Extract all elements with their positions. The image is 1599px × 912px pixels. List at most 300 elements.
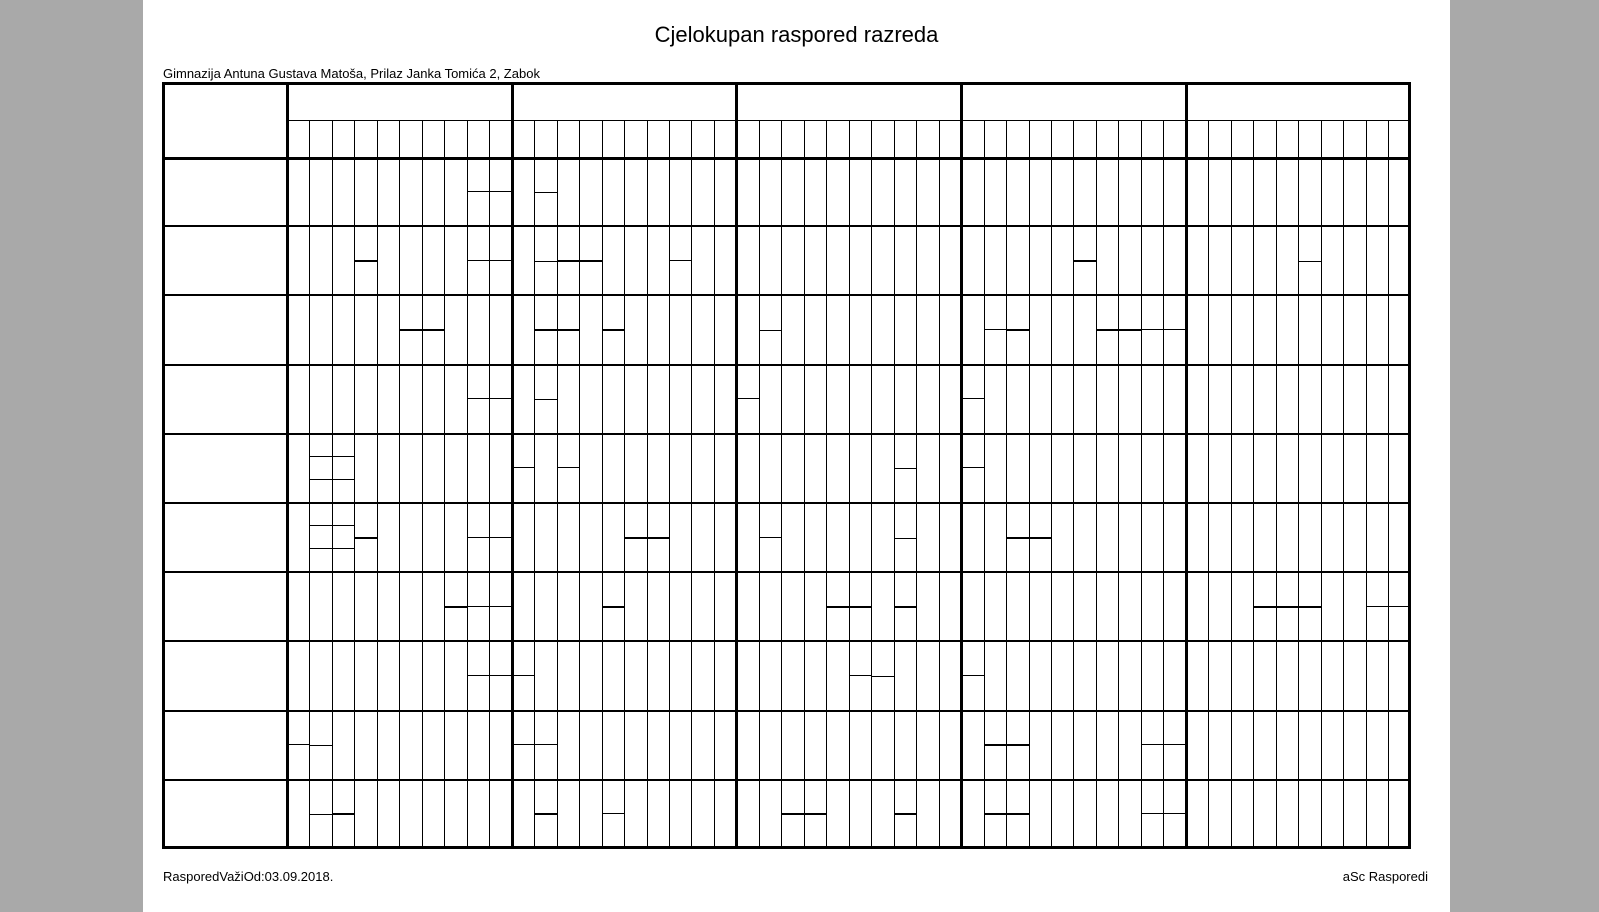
period-header [691, 120, 713, 157]
lesson-cell [423, 157, 444, 226]
lesson-cell [1299, 780, 1320, 849]
period-header [1096, 120, 1118, 157]
period-header [894, 120, 916, 157]
lesson-cell [378, 503, 422, 572]
period-header [377, 120, 399, 157]
lesson-cell [1322, 503, 1366, 572]
lesson-cell [1119, 780, 1140, 849]
lesson-cell [1254, 295, 1298, 364]
lesson-cell [1097, 330, 1141, 365]
lesson-cell [603, 607, 624, 642]
lesson-cell [805, 711, 826, 780]
period-header [781, 120, 803, 157]
lesson-cell [535, 814, 556, 849]
lesson-cell [670, 711, 691, 780]
lesson-cell [625, 641, 669, 710]
day-header [736, 82, 961, 120]
lesson-cell [872, 676, 893, 711]
lesson-cell [1052, 434, 1073, 503]
lesson-cell [603, 503, 624, 572]
lesson-cell [872, 295, 916, 364]
lesson-cell [310, 503, 354, 526]
lesson-cell [1030, 538, 1051, 573]
lesson-cell [625, 157, 669, 226]
lesson-cell [513, 711, 534, 746]
period-header [1366, 120, 1388, 157]
lesson-cell [1074, 780, 1095, 849]
lesson-cell [468, 641, 512, 676]
period-column-line [714, 120, 715, 849]
lesson-cell [872, 780, 893, 849]
lesson-cell [355, 365, 376, 434]
lesson-cell [558, 434, 579, 503]
lesson-cell [1209, 365, 1230, 434]
lesson-cell [603, 711, 624, 780]
lesson-cell [805, 503, 826, 572]
lesson-cell [1030, 572, 1051, 641]
lesson-cell [423, 780, 467, 849]
period-header [759, 120, 781, 157]
lesson-cell [310, 480, 354, 503]
lesson-cell [603, 641, 624, 710]
class-label [162, 365, 287, 434]
period-header [916, 120, 938, 157]
lesson-cell [760, 711, 781, 780]
lesson-cell [603, 434, 624, 503]
lesson-cell [1030, 434, 1051, 503]
lesson-cell [423, 572, 444, 641]
lesson-cell [400, 295, 444, 330]
lesson-cell [1322, 365, 1366, 434]
lesson-cell [445, 434, 466, 503]
period-header [1051, 120, 1073, 157]
lesson-cell [310, 641, 331, 710]
lesson-cell [468, 503, 512, 538]
lesson-cell [872, 572, 893, 641]
lesson-cell [1299, 295, 1320, 364]
lesson-cell [782, 295, 803, 364]
period-header [489, 120, 511, 157]
period-header [1163, 120, 1185, 157]
lesson-cell [580, 711, 601, 780]
lesson-cell [558, 641, 602, 710]
lesson-cell [760, 780, 781, 849]
lesson-cell [648, 434, 669, 503]
lesson-cell [355, 226, 376, 261]
lesson-cell [445, 607, 466, 642]
lesson-cell [670, 503, 691, 572]
lesson-cell [805, 434, 826, 503]
lesson-cell [355, 503, 376, 538]
lesson-cell [1277, 503, 1298, 572]
period-header [1231, 120, 1253, 157]
lesson-cell [1254, 711, 1275, 780]
lesson-cell [310, 745, 331, 780]
lesson-cell [1097, 711, 1141, 780]
lesson-cell [782, 780, 826, 815]
timetable-page [143, 0, 1450, 912]
lesson-cell [985, 814, 1029, 849]
lesson-cell [1052, 572, 1096, 641]
period-header [1208, 120, 1230, 157]
lesson-cell [423, 641, 444, 710]
lesson-cell [850, 434, 894, 503]
lesson-cell [1119, 434, 1140, 503]
timetable-grid [162, 82, 1434, 869]
lesson-cell [1209, 295, 1253, 364]
lesson-cell [445, 295, 466, 364]
lesson-cell [310, 572, 331, 641]
lesson-cell [558, 226, 602, 261]
lesson-cell [625, 503, 669, 538]
lesson-cell [1254, 503, 1275, 572]
lesson-cell [1209, 572, 1230, 641]
lesson-cell [760, 157, 804, 226]
lesson-cell [782, 641, 803, 710]
day-header [1186, 82, 1411, 120]
lesson-cell [985, 157, 1006, 226]
lesson-cell [1007, 434, 1028, 503]
lesson-cell [400, 226, 421, 295]
lesson-cell [872, 503, 893, 572]
lesson-cell [827, 572, 871, 607]
lesson-cell [603, 330, 624, 365]
lesson-cell [895, 572, 916, 607]
lesson-cell [1074, 365, 1118, 434]
lesson-cell [827, 780, 848, 849]
lesson-cell [378, 572, 399, 641]
lesson-cell [603, 365, 647, 434]
lesson-cell [1232, 503, 1253, 572]
lesson-cell [1232, 780, 1253, 849]
lesson-cell [558, 711, 579, 780]
lesson-cell [1254, 226, 1298, 295]
lesson-cell [670, 157, 691, 226]
period-header [961, 120, 983, 157]
page-title: Cjelokupan raspored razreda [654, 22, 939, 47]
lesson-cell [535, 503, 556, 572]
lesson-cell [378, 295, 399, 364]
period-column-line [1388, 120, 1389, 849]
lesson-cell [962, 434, 983, 469]
period-header [467, 120, 489, 157]
lesson-cell [1209, 226, 1253, 295]
brand-footer: aSc Rasporedi [1342, 869, 1428, 884]
lesson-cell [1344, 780, 1365, 849]
lesson-cell [535, 711, 556, 746]
period-header [1276, 120, 1298, 157]
lesson-cell [872, 711, 893, 780]
lesson-cell [1074, 261, 1095, 296]
lesson-cell [625, 434, 646, 503]
lesson-cell [558, 503, 579, 572]
day-column-line [735, 82, 738, 849]
lesson-cell [1142, 295, 1163, 330]
period-header [804, 120, 826, 157]
lesson-cell [985, 226, 1029, 295]
lesson-cell [355, 572, 376, 641]
lesson-cell [1277, 572, 1321, 607]
lesson-cell [1007, 641, 1028, 710]
lesson-cell [1097, 434, 1118, 503]
lesson-cell [355, 157, 399, 226]
lesson-cell [895, 538, 916, 573]
class-label [162, 226, 287, 295]
lesson-cell [1052, 711, 1073, 780]
lesson-cell [985, 745, 1029, 780]
lesson-cell [513, 641, 534, 676]
lesson-cell [1254, 434, 1275, 503]
lesson-cell [400, 157, 421, 226]
lesson-cell [1097, 157, 1141, 226]
lesson-cell [1344, 434, 1365, 503]
lesson-cell [378, 365, 399, 434]
lesson-cell [1052, 503, 1073, 572]
lesson-cell [1007, 572, 1028, 641]
lesson-cell [782, 572, 803, 641]
lesson-cell [1074, 503, 1095, 572]
lesson-cell [603, 572, 624, 607]
period-header [1321, 120, 1343, 157]
lesson-cell [1007, 538, 1028, 573]
lesson-cell [760, 503, 781, 538]
lesson-cell [1007, 503, 1028, 538]
lesson-cell [1209, 711, 1230, 780]
period-column-line [1366, 120, 1367, 849]
class-label [162, 295, 287, 364]
lesson-cell [760, 434, 804, 503]
period-header [444, 120, 466, 157]
period-header [984, 120, 1006, 157]
lesson-cell [1052, 641, 1096, 710]
lesson-cell [985, 572, 1006, 641]
lesson-cell [310, 549, 354, 572]
period-header [849, 120, 871, 157]
lesson-cell [1097, 780, 1118, 849]
period-header [512, 120, 534, 157]
lesson-cell [1277, 157, 1298, 226]
lesson-cell [355, 434, 399, 503]
lesson-cell [1209, 157, 1253, 226]
lesson-cell [1007, 330, 1028, 365]
lesson-cell [1030, 711, 1051, 780]
lesson-cell [1209, 780, 1230, 849]
lesson-cell [378, 641, 399, 710]
lesson-cell [805, 641, 826, 710]
period-header [287, 120, 309, 157]
lesson-cell [513, 434, 534, 469]
day-header [512, 82, 737, 120]
lesson-cell [423, 503, 467, 572]
period-header [1298, 120, 1320, 157]
period-header [714, 120, 736, 157]
lesson-cell [1142, 780, 1186, 815]
lesson-cell [558, 780, 579, 849]
lesson-cell [1097, 295, 1141, 330]
lesson-cell [1052, 157, 1096, 226]
lesson-cell [850, 503, 871, 572]
lesson-cell [648, 711, 669, 780]
class-label [162, 641, 287, 710]
lesson-cell [1119, 503, 1140, 572]
period-header [1186, 120, 1208, 157]
period-header [309, 120, 331, 157]
period-column-line [691, 120, 692, 849]
lesson-cell [850, 157, 894, 226]
lesson-cell [985, 780, 1029, 815]
lesson-cell [1232, 365, 1276, 434]
lesson-cell [827, 503, 848, 572]
lesson-cell [355, 261, 376, 296]
lesson-cell [1119, 365, 1140, 434]
period-header [1006, 120, 1028, 157]
lesson-cell [423, 226, 467, 295]
lesson-cell [1299, 503, 1320, 572]
lesson-cell [558, 261, 602, 296]
lesson-cell [1299, 641, 1320, 710]
lesson-cell [1007, 295, 1028, 330]
lesson-cell [445, 572, 466, 607]
period-header [871, 120, 893, 157]
lesson-cell [1142, 711, 1186, 746]
lesson-cell [985, 434, 1006, 503]
lesson-cell [400, 330, 444, 365]
period-header [1029, 120, 1051, 157]
lesson-cell [580, 572, 601, 641]
lesson-cell [1277, 780, 1298, 849]
lesson-cell [580, 295, 601, 364]
lesson-cell [985, 365, 1029, 434]
period-header [557, 120, 579, 157]
lesson-cell [1097, 572, 1118, 641]
lesson-cell [400, 780, 421, 849]
class-label [162, 503, 287, 572]
period-header [422, 120, 444, 157]
lesson-cell [1299, 157, 1343, 226]
lesson-cell [1299, 261, 1320, 296]
lesson-cell [445, 157, 466, 226]
lesson-cell [782, 711, 803, 780]
lesson-cell [1097, 503, 1118, 572]
lesson-cell [648, 365, 692, 434]
lesson-cell [1209, 434, 1253, 503]
lesson-cell [625, 295, 669, 364]
lesson-cell [895, 711, 916, 780]
lesson-cell [1254, 780, 1275, 849]
lesson-cell [805, 295, 849, 364]
lesson-cell [1322, 226, 1343, 295]
lesson-cell [1277, 434, 1298, 503]
lesson-cell [760, 572, 781, 641]
lesson-cell [670, 641, 691, 710]
period-header [602, 120, 624, 157]
lesson-cell [558, 295, 579, 330]
lesson-cell [737, 226, 758, 295]
period-header [534, 120, 556, 157]
lesson-cell [1074, 434, 1095, 503]
lesson-cell [782, 814, 826, 849]
lesson-cell [1030, 226, 1074, 295]
period-header [826, 120, 848, 157]
lesson-cell [378, 226, 399, 295]
lesson-cell [535, 434, 556, 503]
period-header [1141, 120, 1163, 157]
lesson-cell [400, 434, 421, 503]
period-column-line [916, 120, 917, 849]
lesson-cell [1030, 295, 1096, 364]
lesson-cell [670, 226, 691, 261]
class-label [162, 434, 287, 503]
lesson-cell [782, 226, 826, 295]
lesson-cell [827, 434, 848, 503]
lesson-cell [1344, 157, 1365, 226]
lesson-cell [580, 503, 601, 572]
lesson-cell [333, 641, 354, 710]
lesson-cell [872, 365, 916, 434]
lesson-cell [558, 157, 602, 226]
lesson-cell [310, 295, 354, 364]
lesson-cell [895, 780, 916, 815]
lesson-cell [1052, 780, 1073, 849]
lesson-cell [1232, 572, 1253, 641]
lesson-cell [1030, 365, 1074, 434]
lesson-cell [333, 780, 354, 815]
lesson-cell [603, 157, 624, 226]
lesson-cell [535, 192, 556, 227]
lesson-cell [310, 226, 354, 295]
valid-from-note: RasporedVažiOd:03.09.2018. [163, 869, 334, 884]
lesson-cell [625, 780, 646, 849]
lesson-cell [333, 711, 354, 780]
lesson-cell [827, 365, 871, 434]
lesson-cell [1277, 365, 1321, 434]
lesson-cell [355, 641, 376, 710]
lesson-cell [400, 365, 444, 434]
school-address: Gimnazija Antuna Gustava Matoša, Prilaz Janka Tomića 2, Zabok [163, 66, 540, 81]
lesson-cell [310, 457, 354, 480]
lesson-cell [827, 226, 871, 295]
lesson-cell [1277, 607, 1321, 642]
lesson-cell [670, 780, 691, 849]
lesson-cell [603, 295, 624, 330]
lesson-cell [1322, 295, 1366, 364]
lesson-cell [1209, 503, 1230, 572]
lesson-cell [1007, 157, 1051, 226]
lesson-cell [423, 434, 444, 503]
lesson-cell [468, 226, 512, 261]
lesson-cell [468, 157, 512, 192]
lesson-cell [580, 434, 601, 503]
lesson-cell [378, 711, 399, 780]
lesson-cell [827, 641, 848, 710]
lesson-cell [850, 780, 871, 849]
lesson-cell [782, 503, 803, 572]
lesson-cell [535, 399, 556, 434]
lesson-cell [1344, 711, 1365, 780]
lesson-cell [1322, 572, 1343, 641]
lesson-cell [625, 538, 669, 573]
class-label [162, 711, 287, 780]
lesson-cell [850, 711, 871, 780]
lesson-cell [1164, 295, 1185, 330]
lesson-cell [827, 607, 871, 642]
period-header [1343, 120, 1365, 157]
lesson-cell [895, 468, 916, 503]
period-header [669, 120, 691, 157]
day-header [961, 82, 1186, 120]
lesson-cell [1322, 641, 1366, 710]
day-header [287, 82, 512, 120]
